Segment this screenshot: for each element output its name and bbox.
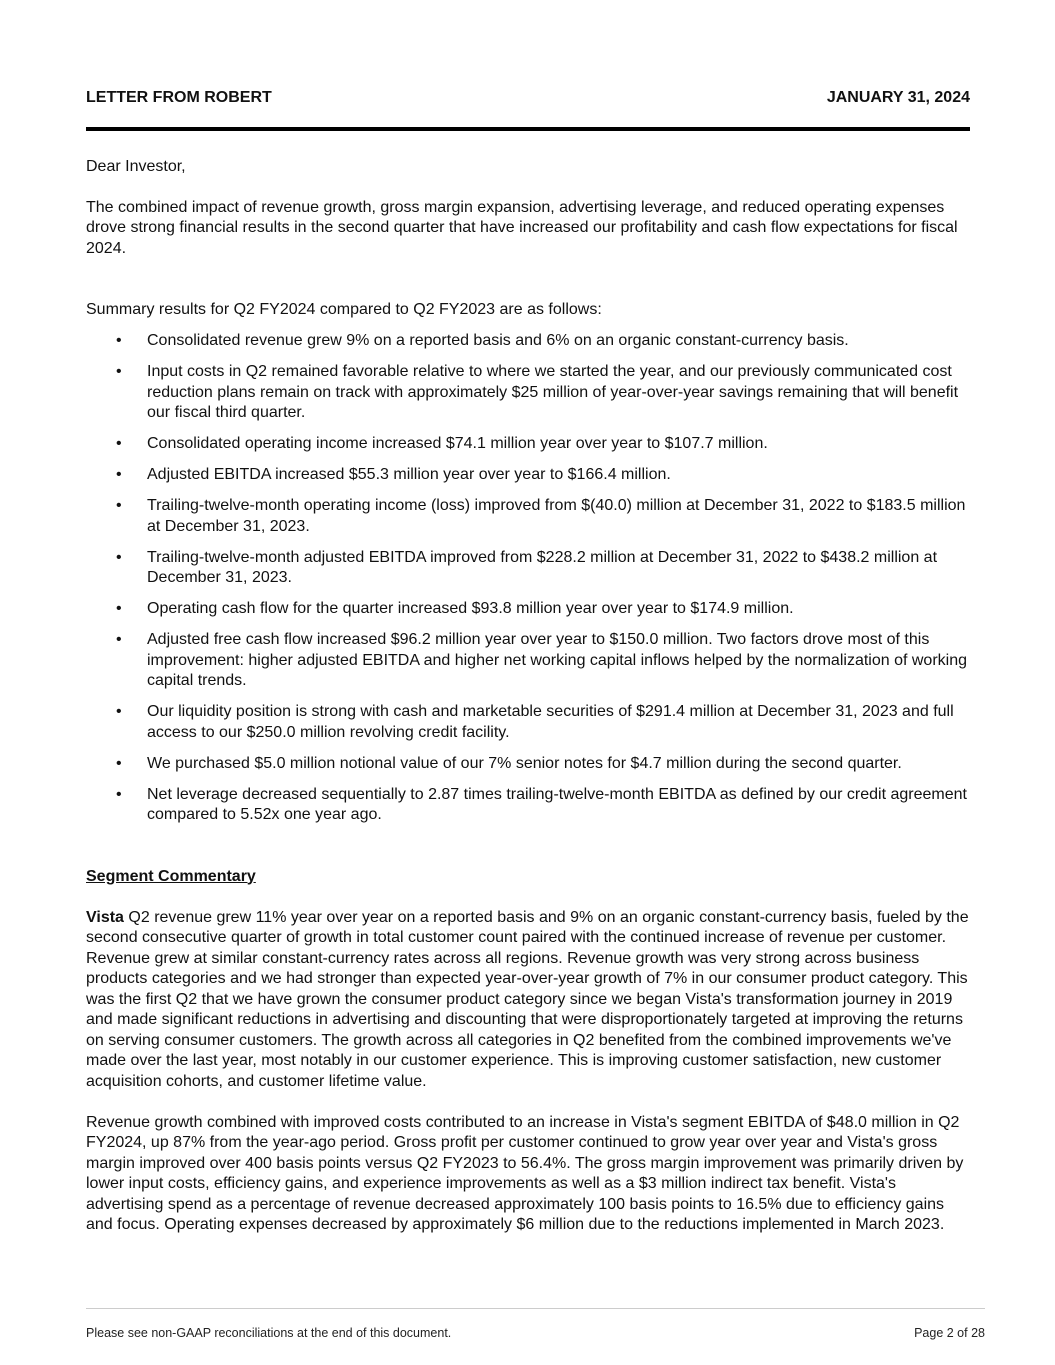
page-footer: [86, 1326, 985, 1340]
bullet-text: Our liquidity position is strong with cash and marketable securities of $291.4 million at December 31, 2023 and full access to our $250.0 million revolving credit facility.: [147, 703, 954, 741]
header-date: JANUARY 31, 2024: [826, 89, 970, 106]
letter-body: [86, 157, 970, 1236]
list-item: [86, 599, 970, 620]
vista-paragraph-text: Q2 revenue grew 11% year over year on a reported basis and 9% on an organic constant-currency basis, fueled by the second consecutive quarter of growth in total customer count paired with the continued increase of revenue per customer. Revenue grew at similar constant-currency rates across all regions. Revenue growth was very strong across business products categories and we had stronger than expected year-over-year growth of 7% in our consumer product category. This was the first Q2 that we have grown the consumer product category since we began Vista's transformation journey in 2019 and made significant reductions in advertising and discounting that were disproportionately targeted at improving the returns on serving consumer customers. The growth across all categories in Q2 benefited from the combined improvements we've made over the last year, most notably in our customer experience. This is improving customer satisfaction, new customer acquisition cohorts, and customer lifetime value.: [86, 908, 969, 1090]
bullet-icon: •: [116, 631, 122, 648]
bullet-text: Trailing-twelve-month operating income (loss) improved from $(40.0) million at December 31, 2022 to $183.5 million at December 31, 2023.: [147, 497, 966, 535]
bullet-icon: •: [116, 548, 122, 566]
bullet-text: Net leverage decreased sequentially to 2.87 times trailing-twelve-month EBITDA as defined by our credit agreement compared to 5.52x one year ago.: [147, 785, 967, 823]
list-item: [86, 754, 970, 775]
bullet-icon: •: [116, 363, 122, 380]
bullet-text: Consolidated operating income increased $74.1 million year over year to $107.7 million.: [147, 435, 768, 452]
bullet-icon: •: [116, 497, 122, 514]
vista-label: Vista: [86, 908, 124, 926]
footer-divider: [86, 1308, 985, 1309]
bullet-icon: •: [116, 600, 122, 617]
bullet-icon: •: [116, 703, 122, 720]
page-header: [86, 89, 970, 107]
bullet-text: Input costs in Q2 remained favorable relative to where we started the year, and our previously communicated cost reduction plans remain on track with approximately $25 million of year-over-year savings remaining that will benefit our fiscal third quarter.: [147, 363, 959, 421]
bullet-text: We purchased $5.0 million notional value of our 7% senior notes for $4.7 million during the second quarter.: [147, 754, 902, 772]
bullet-icon: •: [116, 435, 122, 452]
list-item: [86, 702, 970, 743]
header-title: LETTER FROM ROBERT: [86, 89, 272, 106]
list-item: [86, 465, 970, 486]
list-item: [86, 785, 970, 826]
greeting: Dear Investor,: [86, 158, 186, 175]
summary-bullet-list: [86, 331, 970, 826]
bullet-icon: •: [116, 785, 122, 803]
bullet-text: Consolidated revenue grew 9% on a reported basis and 6% on an organic constant-currency basis.: [147, 332, 849, 349]
list-item: [86, 434, 970, 455]
bullet-text: Adjusted free cash flow increased $96.2 million year over year to $150.0 million. Two factors drove most of this improvement: higher adjusted EBITDA and higher net working capital inflows helped by the normalization of working capital trends.: [147, 631, 967, 689]
footer-note: Please see non-GAAP reconciliations at the end of this document.: [86, 1326, 452, 1340]
list-item: [86, 630, 970, 692]
summary-lead: Summary results for Q2 FY2024 compared to Q2 FY2023 are as follows:: [86, 301, 602, 318]
bullet-text: Trailing-twelve-month adjusted EBITDA improved from $228.2 million at December 31, 2022 to $438.2 million at December 31, 2023.: [147, 548, 938, 586]
list-item: [86, 548, 970, 589]
header-divider: [86, 127, 970, 131]
vista-paragraph: [86, 908, 970, 1093]
bullet-icon: •: [116, 466, 122, 483]
list-item: [86, 331, 970, 352]
page-number: Page 2 of 28: [914, 1326, 985, 1340]
bullet-text: Operating cash flow for the quarter increased $93.8 million year over year to $174.9 million.: [147, 600, 794, 617]
list-item: [86, 496, 970, 537]
bullet-icon: •: [116, 754, 122, 772]
list-item: [86, 362, 970, 424]
bullet-text: Adjusted EBITDA increased $55.3 million year over year to $166.4 million.: [147, 466, 671, 483]
segment-commentary-heading: Segment Commentary: [86, 867, 256, 885]
intro-paragraph: The combined impact of revenue growth, gross margin expansion, advertising leverage, and reduced operating expenses drove strong financial results in the second quarter that have increased our profitability and cash flow expectations for fiscal 2024.: [86, 198, 958, 257]
revenue-paragraph: Revenue growth combined with improved costs contributed to an increase in Vista's segment EBITDA of $48.0 million in Q2 FY2024, up 87% from the year-ago period. Gross profit per customer continued to grow year over year and Vista's gross margin improved over 400 basis points versus Q2 FY2023 to 56.4%. The gross margin improvement was primarily driven by lower input costs, efficiency gains, and experience improvements as well as a $3 million indirect tax benefit. Vista's advertising spend as a percentage of revenue decreased approximately 100 basis points to 16.5% due to efficiency gains and focus. Operating expenses decreased by approximately $6 million due to the reductions implemented in March 2023.: [86, 1113, 964, 1233]
bullet-icon: •: [116, 332, 122, 349]
